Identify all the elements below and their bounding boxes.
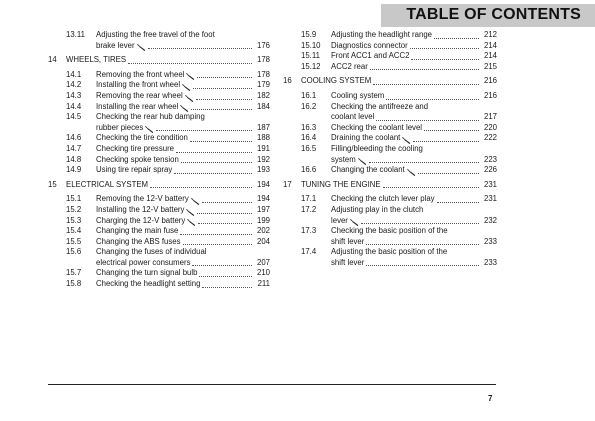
toc-entry-title: Front ACC1 and ACC2 [331,51,410,61]
toc-entry-number: 17.3 [301,226,317,236]
dot-leader [366,264,479,266]
toc-entry[interactable] [48,216,270,227]
dot-leader [190,140,252,142]
wrench-icon [145,126,154,133]
toc-page-number: 223 [483,154,497,164]
dot-leader [197,212,252,214]
wrench-icon [182,84,191,91]
toc-entry-title: Adjusting play in the clutch [331,204,424,214]
toc-entry[interactable] [283,91,497,102]
dot-leader [386,98,479,100]
wrench-icon [358,158,367,165]
toc-entry-title: Charging the 12-V battery [96,215,186,225]
dot-leader [192,264,252,266]
toc-entry-title: rubber pieces [96,122,144,132]
toc-entry-number: 16.3 [301,122,317,132]
toc-entry-title: Adjusting the free travel of the foot [96,30,215,39]
toc-page-number: 210 [256,268,270,278]
dot-leader [191,108,252,110]
toc-entry[interactable] [48,165,270,176]
toc-entry[interactable] [48,102,270,113]
toc-entry-title: Checking the tire condition [96,133,188,143]
dot-leader [176,151,252,153]
toc-entry-title: shift lever [331,257,365,267]
toc-entry-title: Cooling system [331,90,385,100]
toc-entry-number: 17.4 [301,247,317,257]
toc-entry-title: shift lever [331,236,365,246]
toc-entry-title: Removing the front wheel [96,69,185,79]
dot-leader [424,129,479,131]
toc-page-number: 220 [483,122,497,132]
toc-page-number: 226 [483,165,497,175]
toc-entry[interactable] [283,226,497,247]
toc-page-number: 182 [256,90,270,100]
toc-entry-title: Changing the main fuse [96,226,179,236]
dot-leader [156,129,252,131]
toc-entry-title: system [331,154,356,164]
toc-page-number: 231 [483,194,497,204]
toc-entry[interactable] [48,70,270,81]
toc-entry-number: 15.4 [66,226,82,236]
toc-entry-title: ELECTRICAL SYSTEM [66,179,149,189]
toc-entry-number: 17 [283,179,292,189]
toc-entry[interactable] [283,247,497,268]
toc-entry-number: 15.7 [66,268,82,278]
dot-leader [128,62,252,64]
toc-entry[interactable] [48,226,270,237]
toc-entry-title: Checking the antifreeze and [331,101,429,111]
dot-leader [434,37,479,39]
toc-page-number: 178 [256,55,270,65]
toc-entry[interactable] [283,165,497,176]
toc-entry-number: 14.5 [66,112,82,122]
toc-entry[interactable] [283,102,497,123]
dot-leader [196,98,252,100]
toc-entry[interactable] [48,247,270,268]
toc-entry[interactable] [48,133,270,144]
toc-entry-title: Checking tire pressure [96,143,175,153]
toc-entry-title: Checking the coolant level [331,122,423,132]
toc-entry[interactable] [48,237,270,248]
toc-entry-title: Filling/bleeding the cooling [331,143,423,153]
toc-entry[interactable] [48,30,270,51]
toc-entry-title: Checking the basic position of the [331,226,448,236]
toc-entry[interactable] [48,155,270,166]
wrench-icon [186,209,195,216]
toc-entry[interactable] [283,41,497,52]
wrench-icon [350,219,359,226]
toc-entry-number: 14.7 [66,143,82,153]
dot-leader [150,186,252,188]
toc-entry-title: Adjusting the headlight range [331,30,433,39]
toc-entry-number: 14.8 [66,154,82,164]
wrench-icon [186,73,195,80]
toc-entry-title: lever [331,215,348,225]
toc-page-number: 204 [256,236,270,246]
toc-entry-title: Removing the rear wheel [96,90,183,100]
toc-entry[interactable] [48,80,270,91]
toc-entry[interactable] [283,30,497,41]
toc-entry-number: 16.2 [301,101,317,111]
toc-entry-number: 14.2 [66,80,82,90]
bottom-divider [48,384,496,385]
toc-page-number: 178 [256,69,270,79]
toc-page-number: 232 [483,215,497,225]
toc-entry-title: Removing the 12-V battery [96,194,189,204]
toc-entry-number: 15.1 [66,194,82,204]
toc-entry[interactable] [48,194,270,205]
toc-entry[interactable] [283,51,497,62]
dot-leader [202,201,252,203]
toc-column-left [48,30,270,290]
toc-entry-title: Installing the rear wheel [96,101,179,111]
wrench-icon [402,137,411,144]
toc-entry-number: 14.9 [66,165,82,175]
toc-page-number: 231 [483,179,497,189]
toc-page-number: 187 [256,122,270,132]
toc-entry[interactable] [283,133,497,144]
dot-leader [383,186,479,188]
toc-page-number: 176 [256,40,270,50]
wrench-icon [187,219,196,226]
toc-entry-title: Draining the coolant [331,133,401,143]
dot-leader [202,286,252,288]
dot-leader [180,233,252,235]
toc-entry[interactable] [283,205,497,226]
dot-leader [199,275,252,277]
toc-chapter-entry[interactable] [283,76,497,87]
toc-entry-title: Changing the ABS fuses [96,236,181,246]
wrench-icon [191,198,200,205]
toc-entry[interactable] [48,112,270,133]
toc-entry[interactable] [283,144,497,165]
toc-entry-number: 16.4 [301,133,317,143]
toc-entry-number: 15.5 [66,236,82,246]
toc-entry-number: 15.3 [66,215,82,225]
dot-leader [361,222,479,224]
toc-column-right [283,30,497,268]
toc-page-number: 211 [257,279,270,289]
toc-entry[interactable] [283,123,497,134]
dot-leader [181,161,252,163]
toc-entry-number: 15 [48,179,57,189]
toc-entry-title: Installing the front wheel [96,80,181,90]
toc-chapter-entry[interactable] [48,55,270,66]
toc-entry-number: 16 [283,76,292,86]
dot-leader [411,58,479,60]
toc-entry-number: 17.1 [301,194,317,204]
dot-leader [366,243,479,245]
wrench-icon [407,169,416,176]
toc-entry-title: Checking the clutch lever play [331,194,435,204]
toc-entry-title: Using tire repair spray [96,165,173,175]
toc-entry-title: Changing the fuses of individual [96,247,207,257]
dot-leader [183,243,252,245]
wrench-icon [185,95,194,102]
toc-page-number: 216 [483,76,497,86]
toc-entry-number: 16.6 [301,165,317,175]
toc-page-number: 193 [256,165,270,175]
toc-entry-number: 16.5 [301,143,317,153]
toc-entry-number: 15.6 [66,247,82,257]
toc-entry-title: brake lever [96,40,135,50]
toc-entry-title: Diagnostics connector [331,40,408,50]
toc-page-number: 194 [256,179,270,189]
header-bar [381,4,595,27]
page-number: 7 [488,394,493,403]
dot-leader [174,172,252,174]
toc-entry-title: Adjusting the basic position of the [331,247,448,257]
toc-entry-number: 16.1 [301,90,317,100]
toc-entry-number: 15.10 [301,40,321,50]
dot-leader [369,161,479,163]
toc-entry-number: 14 [48,55,57,65]
dot-leader [376,119,479,121]
toc-entry[interactable] [48,91,270,102]
toc-entry-title: ACC2 rear [331,61,368,71]
toc-page-number: 191 [256,143,270,153]
dot-leader [437,201,479,203]
wrench-icon [137,44,146,51]
toc-entry-number: 17.2 [301,204,317,214]
toc-entry-number: 14.4 [66,101,82,111]
toc-entry-title: TUNING THE ENGINE [301,179,381,189]
toc-page-number: 199 [256,215,270,225]
toc-page-number: 222 [483,133,497,143]
toc-page-number: 215 [483,61,497,71]
toc-entry[interactable] [48,279,270,290]
toc-page-number: 179 [256,80,270,90]
toc-entry-title: Checking the rear hub damping [96,112,205,122]
page-title: TABLE OF CONTENTS [406,6,581,23]
toc-page-number: 192 [256,154,270,164]
toc-page-number: 194 [256,194,270,204]
toc-entry-title: Checking spoke tension [96,154,179,164]
toc-entry-title: COOLING SYSTEM [301,76,372,86]
toc-entry-number: 13.11 [66,30,85,39]
dot-leader [418,172,479,174]
toc-entry-title: WHEELS, TIRES [66,55,127,65]
dot-leader [370,68,479,70]
toc-page-number: 184 [256,101,270,111]
toc-page-number: 214 [483,40,497,50]
toc-entry-title: coolant level [331,112,375,122]
toc-page-number: 212 [483,30,497,39]
toc-page-number: 202 [256,226,270,236]
dot-leader [197,76,252,78]
toc-entry[interactable] [48,268,270,279]
toc-entry[interactable] [283,62,497,73]
toc-entry-number: 15.9 [301,30,317,39]
toc-chapter-entry[interactable] [48,180,270,191]
toc-entry-title: Changing the coolant [331,165,405,175]
toc-entry-number: 15.8 [66,279,82,289]
dot-leader [193,87,252,89]
toc-entry-number: 15.11 [301,51,320,61]
toc-page-number: 188 [256,133,270,143]
wrench-icon [180,105,189,112]
dot-leader [373,83,479,85]
toc-page-number: 233 [483,257,497,267]
toc-entry-title: Installing the 12-V battery [96,204,185,214]
toc-entry-title: Checking the headlight setting [96,279,201,289]
dot-leader [413,140,479,142]
toc-entry[interactable] [48,144,270,155]
toc-entry-number: 14.1 [66,69,82,79]
toc-page-number: 207 [256,257,270,267]
toc-page-number: 217 [483,112,497,122]
toc-entry-title: Changing the turn signal bulb [96,268,198,278]
toc-entry-number: 15.2 [66,204,82,214]
toc-entry-number: 14.3 [66,90,82,100]
toc-chapter-entry[interactable] [283,180,497,191]
toc-entry-number: 15.12 [301,61,321,71]
dot-leader [198,222,252,224]
toc-entry-number: 14.6 [66,133,82,143]
toc-page-number: 233 [483,236,497,246]
dot-leader [148,47,252,49]
toc-entry[interactable] [48,205,270,216]
toc-entry[interactable] [283,194,497,205]
dot-leader [410,47,479,49]
toc-entry-title: electrical power consumers [96,257,191,267]
toc-page-number: 197 [256,204,270,214]
toc-page-number: 214 [483,51,497,61]
toc-page-number: 216 [483,90,497,100]
